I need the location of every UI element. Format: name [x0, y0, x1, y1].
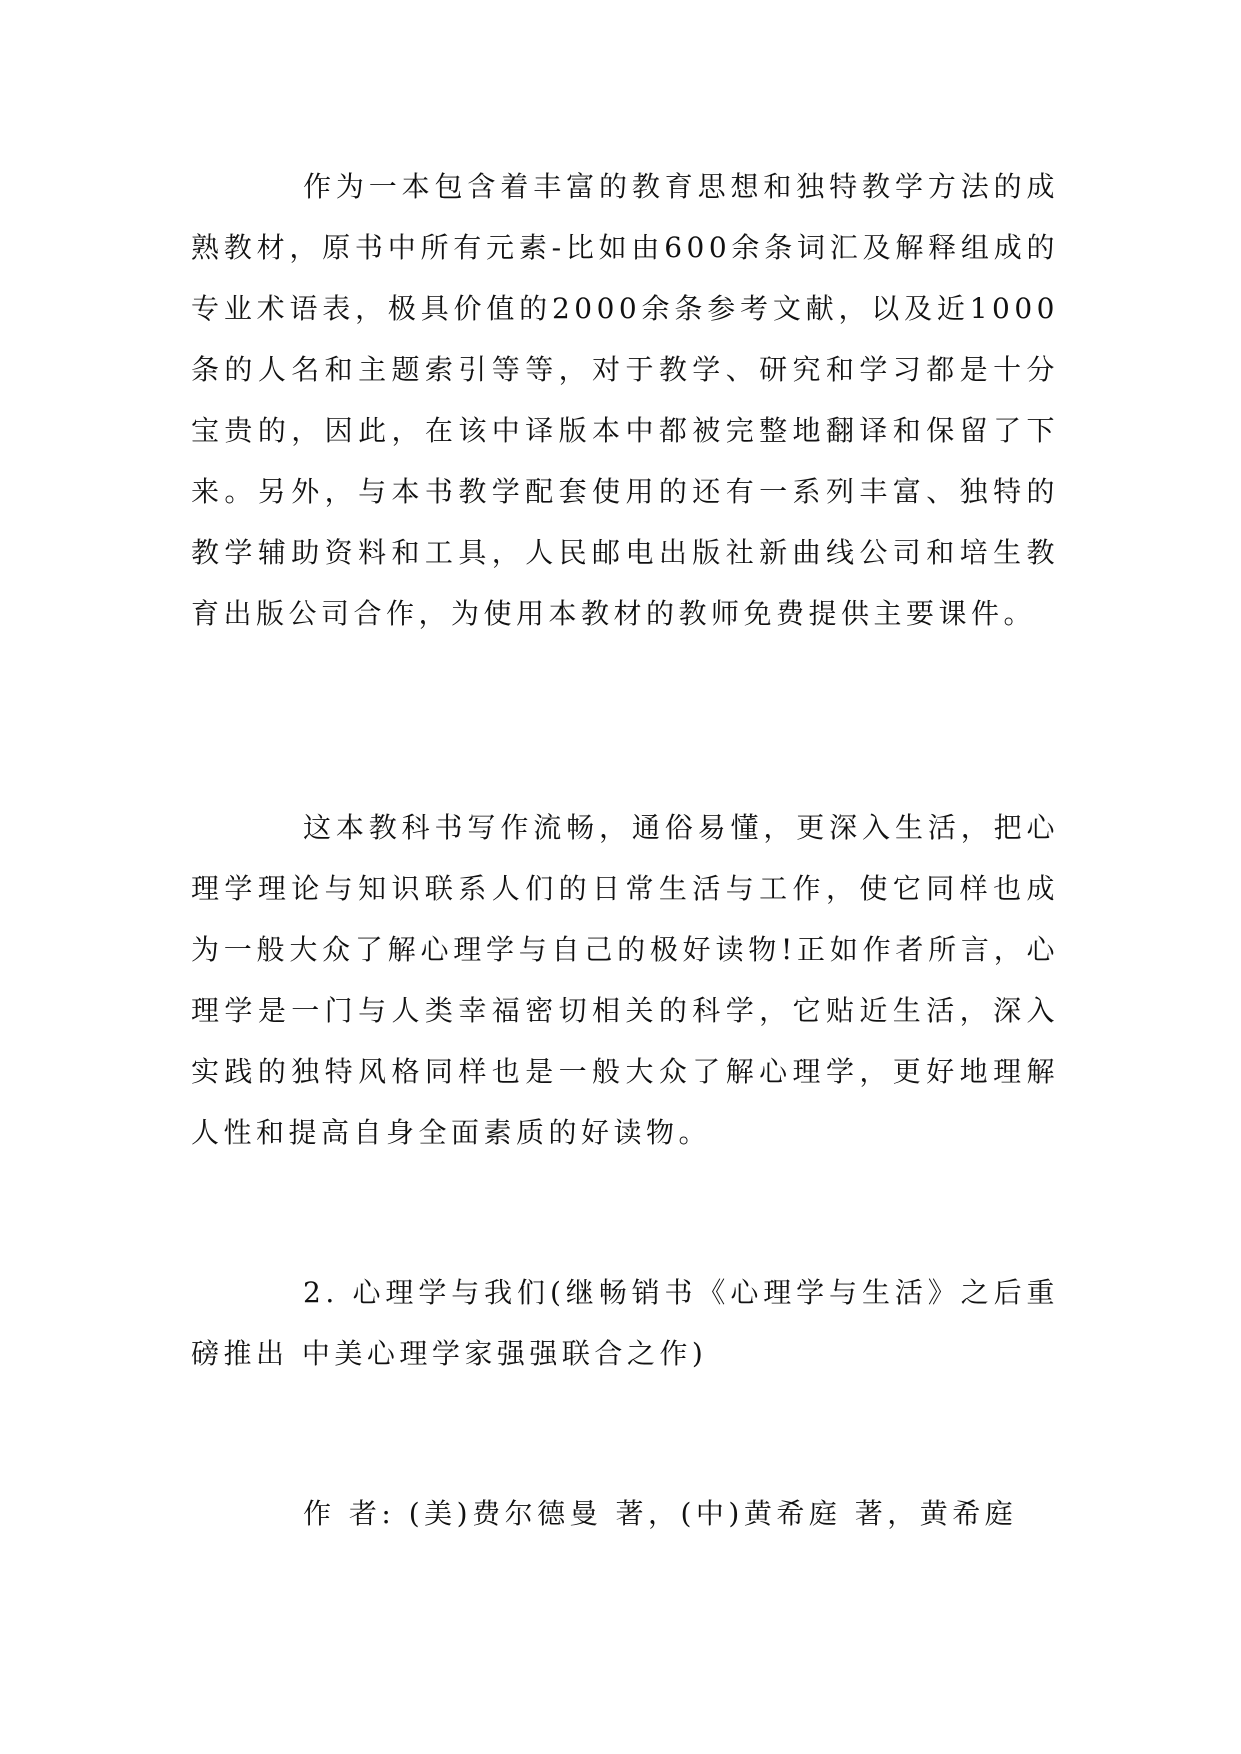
paragraph-book-title: 2. 心理学与我们(继畅销书《心理学与生活》之后重磅推出 中美心理学家强强联合之作) — [191, 1276, 1059, 1370]
paragraph-readability: 这本教科书写作流畅，通俗易懂，更深入生活，把心理学理论与知识联系人们的日常生活与工作，使它同样也成为一般大众了解心理学与自己的极好读物!正如作者所言，心理学是一门与人类幸福密切相关的科学，它贴近生活，深入实践的独特风格同样也是一般大众了解心理学，更好地理解人性和提高自身全面素质的好读物。 — [191, 811, 1059, 1149]
paragraph-authors: 作 者: (美)费尔德曼 著，(中)黄希庭 著，黄希庭 — [303, 1497, 1018, 1530]
paragraph-textbook-intro: 作为一本包含着丰富的教育思想和独特教学方法的成熟教材，原书中所有元素-比如由600余条词汇及解释组成的专业术语表，极具价值的2000余条参考文献，以及近1000条的人名和主题索引等等，对于教学、研究和学习都是十分宝贵的，因此，在该中译版本中都被完整地翻译和保留了下来。另外，与本书教学配套使用的还有一系列丰富、独特的教学辅助资料和工具，人民邮电出版社新曲线公司和培生教育出版公司合作，为使用本教材的教师免费提供主要课件。 — [191, 170, 1059, 630]
